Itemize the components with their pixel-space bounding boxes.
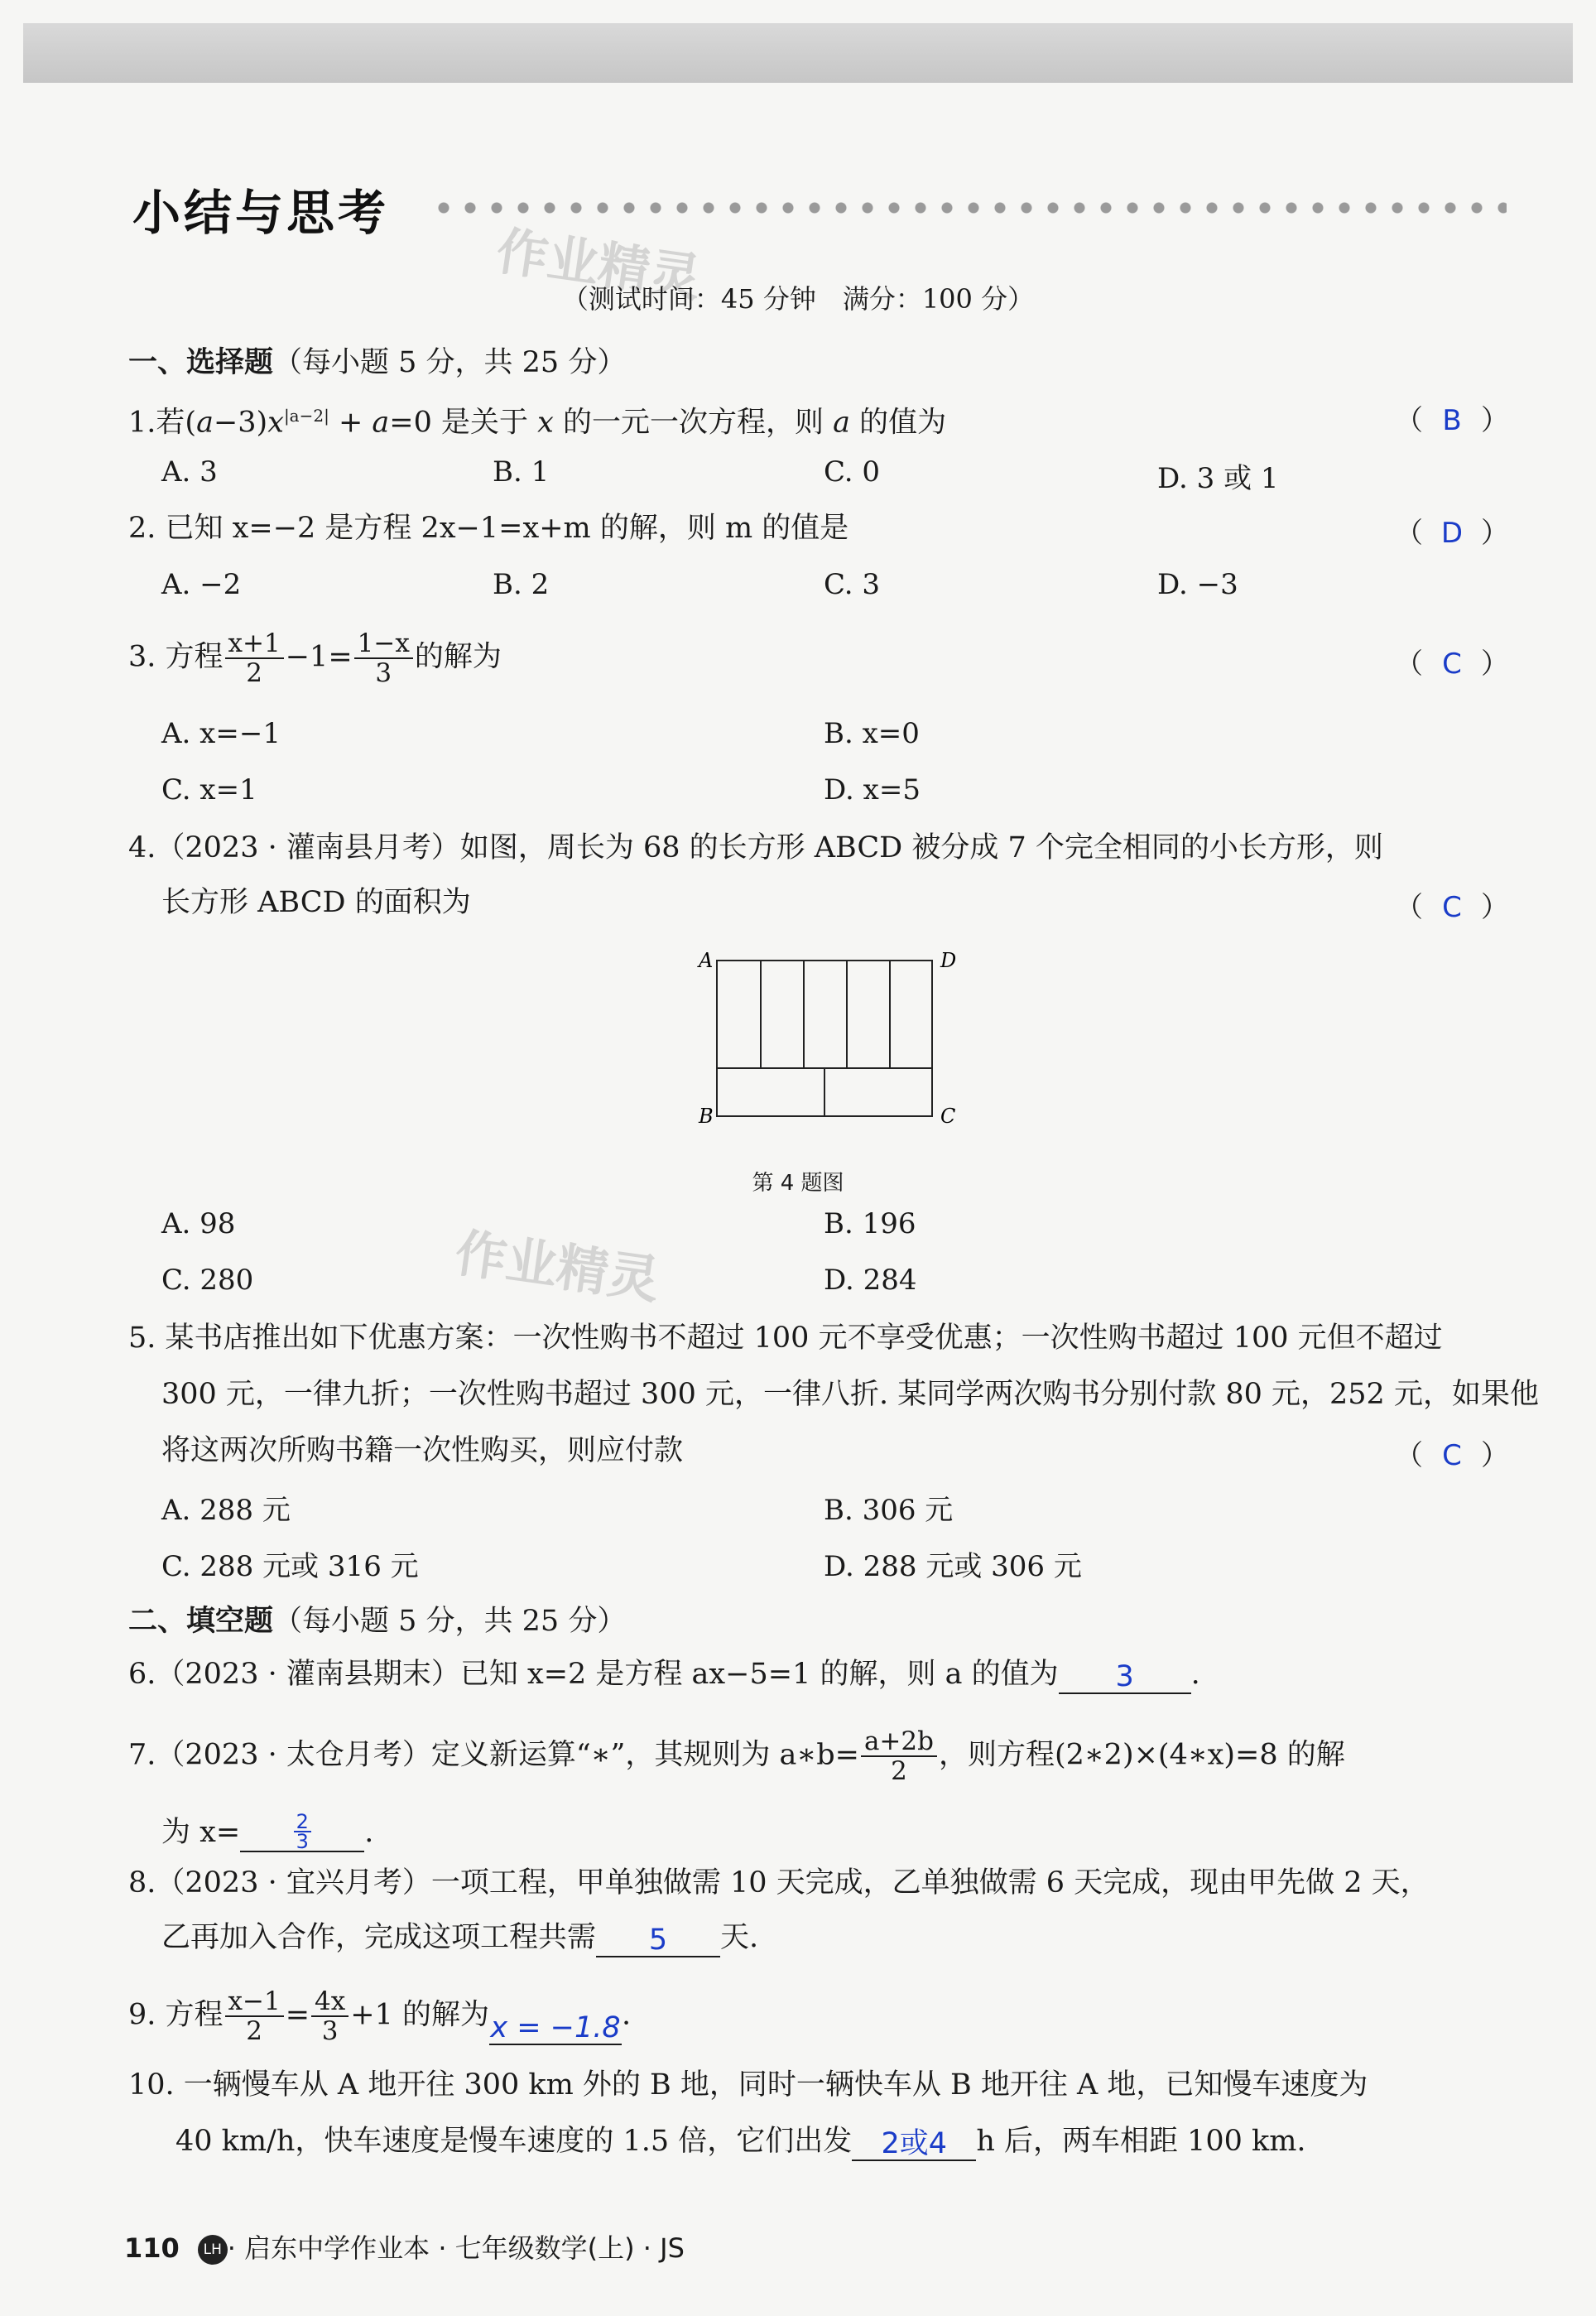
- page-number: 110: [124, 2232, 180, 2264]
- q6-answer-blank: 3: [1059, 1661, 1191, 1694]
- q2-option-c: C. 3: [824, 568, 881, 601]
- question-5-line-1: 5. 某书店推出如下优惠方案：一次性购书不超过 100 元不享受优惠；一次性购书超过 100 元但不超过: [128, 1322, 1443, 1355]
- watermark: 作业精灵: [493, 220, 705, 309]
- q3-option-a: A. x=−1: [161, 717, 281, 750]
- q4-option-c: C. 280: [161, 1264, 254, 1297]
- q3-option-d: D. x=5: [824, 773, 921, 807]
- question-1: 1.若$(a-3)x^{|a-2|} + a=0$ 是关于 x 的一元一次方程，则 a 的值为: [128, 406, 947, 440]
- q4-option-a: A. 98: [161, 1207, 236, 1240]
- q9-answer-blank: x = −1.8: [490, 2011, 621, 2044]
- q1-option-d: D. 3 或 1: [1157, 462, 1279, 495]
- page-title: 小结与思考: [132, 185, 390, 241]
- q1-option-a: A. 3: [161, 455, 218, 489]
- test-info: （测试时间：45 分钟 满分：100 分）: [561, 283, 1035, 315]
- watermark-2: 作业精灵: [451, 1222, 664, 1311]
- question-3: 3. 方程 $\frac{x+1}{2}$ −1= $\frac{1-x}{3}$ 的解为: [128, 628, 502, 688]
- question-5-line-2: 300 元，一律九折；一次性购书超过 300 元，一律八折. 某同学两次购书分别付款 80 元，252 元，如果他: [161, 1378, 1539, 1411]
- question-7-line-1: 7.（2023 · 太仓月考）定义新运算“∗”，其规则为 a∗b= $\frac{a+2b}{2}$ ，则方程(2∗2)×(4∗x)=8 的解: [128, 1726, 1345, 1786]
- q1-option-b: B. 1: [493, 455, 550, 489]
- title-row: [132, 174, 1507, 240]
- q2-option-a: A. −2: [161, 568, 242, 601]
- label-c: C: [940, 1105, 956, 1128]
- question-7-line-2: 为 x= $\frac{2}{3}$ .: [161, 1803, 373, 1852]
- q5-option-d: D. 288 元或 306 元: [824, 1550, 1082, 1583]
- label-b: B: [699, 1105, 714, 1128]
- q4-option-d: D. 284: [824, 1264, 917, 1297]
- question-2: 2. 已知 x=−2 是方程 2x−1=x+m 的解，则 m 的值是: [128, 512, 849, 545]
- q2-option-b: B. 2: [493, 568, 550, 601]
- page-footer: [124, 2227, 685, 2265]
- q8-answer-blank: 5: [596, 1924, 720, 1957]
- section-2-heading: [128, 1598, 626, 1639]
- section-1-heading: [128, 339, 626, 381]
- figure-rectangle-abcd: [692, 951, 957, 1141]
- question-5-line-3: 将这两次所购书籍一次性购买，则应付款: [161, 1434, 684, 1467]
- answer-2: （ D ）: [1395, 517, 1509, 550]
- section-1-title: 一、选择题: [128, 346, 274, 379]
- q7-answer-blank: $\frac{2}{3}$: [240, 1803, 364, 1852]
- question-10-line-2: 40 km/h，快车速度是慢车速度的 1.5 倍，它们出发 2或4 h 后，两车相距 100 km.: [175, 2125, 1306, 2160]
- footer-book-title: · 启东中学作业本 · 七年级数学(上) · JS: [227, 2232, 685, 2264]
- question-9: 9. 方程 $\frac{x-1}{2}$ = $\frac{4x}{3}$ +1 的解为x = −1.8.: [128, 1986, 632, 2046]
- answer-1: （ B ）: [1395, 404, 1509, 437]
- question-8-line-1: 8.（2023 · 宜兴月考）一项工程，甲单独做需 10 天完成，乙单独做需 6 天完成，现由甲先做 2 天，: [128, 1866, 1430, 1900]
- section-2-title: 二、填空题: [128, 1605, 274, 1638]
- label-a: A: [699, 951, 714, 972]
- q5-option-b: B. 306 元: [824, 1494, 954, 1527]
- answer-4: （ C ）: [1395, 891, 1509, 924]
- q3-option-c: C. x=1: [161, 773, 257, 807]
- question-10-line-1: 10. 一辆慢车从 A 地开往 300 km 外的 B 地，同时一辆快车从 B 地开往 A 地，已知慢车速度为: [128, 2068, 1368, 2102]
- figure-caption: 第 4 题图: [752, 1171, 844, 1196]
- q5-option-a: A. 288 元: [161, 1494, 291, 1527]
- title-dots-divider: [430, 202, 1507, 214]
- q2-option-d: D. −3: [1157, 568, 1238, 601]
- section-1-note: （每小题 5 分，共 25 分）: [273, 346, 627, 379]
- question-8-line-2: 乙再加入合作，完成这项工程共需 5 天.: [161, 1921, 759, 1957]
- q4-option-b: B. 196: [824, 1207, 916, 1240]
- section-2-note: （每小题 5 分，共 25 分）: [273, 1605, 627, 1638]
- question-4-line-1: 4.（2023 · 灌南县月考）如图，周长为 68 的长方形 ABCD 被分成 7 个完全相同的小长方形，则: [128, 831, 1383, 864]
- answer-5: （ C ）: [1395, 1439, 1509, 1472]
- label-d: D: [940, 951, 957, 972]
- question-4-line-2: 长方形 ABCD 的面积为: [161, 886, 471, 919]
- answer-3: （ C ）: [1395, 648, 1509, 681]
- question-6: 6.（2023 · 灌南县期末）已知 x=2 是方程 ax−5=1 的解，则 a 的值为 3 .: [128, 1658, 1200, 1693]
- q1-option-c: C. 0: [824, 455, 881, 489]
- q3-option-b: B. x=0: [824, 717, 920, 750]
- publisher-badge-icon: LH: [198, 2235, 228, 2265]
- q5-option-c: C. 288 元或 316 元: [161, 1550, 419, 1583]
- q10-answer-blank: 2或4: [852, 2128, 976, 2161]
